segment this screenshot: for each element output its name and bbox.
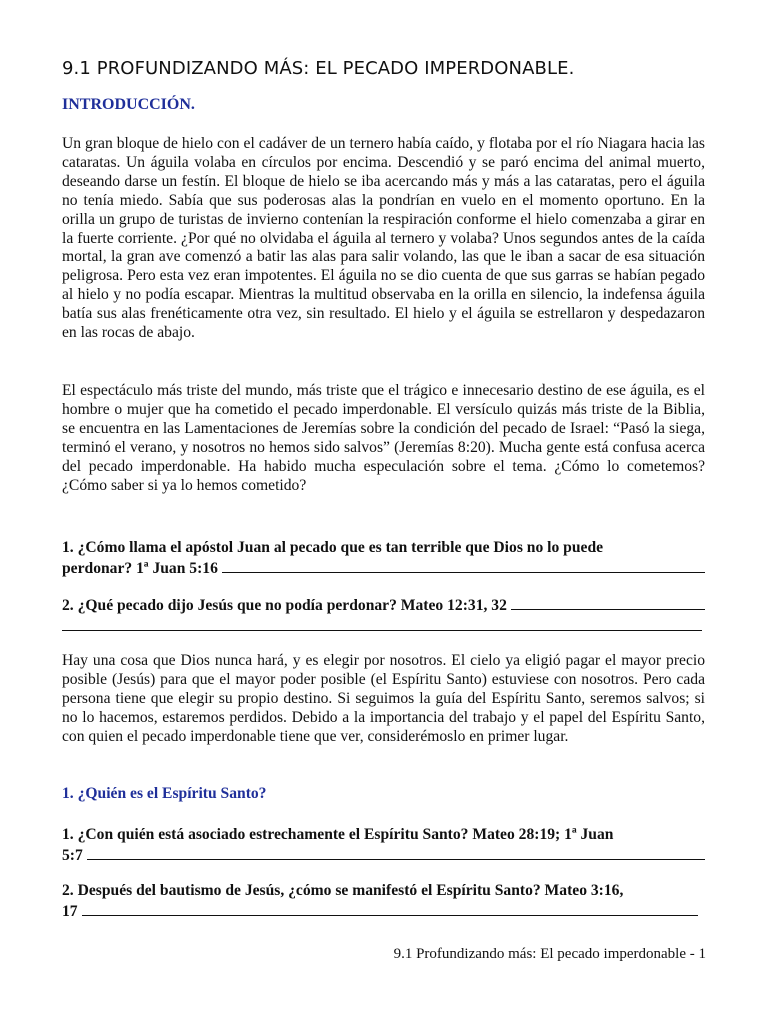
answer-line[interactable]	[62, 630, 702, 631]
paragraph-holy-spirit-choice: Hay una cosa que Dios nunca hará, y es elegir por nosotros. El cielo ya eligió pagar el mayor precio posible (Jesús) para que el mayor poder posible (el Espíritu Santo) estuviese con nosotros. Pero cada persona tiene que elegir su propio destino. Si seguimos la guía del Espíritu Santo, seremos salvos; si no lo hacemos, estaremos perdidos. Debido a la importancia del trabajo y el papel del Espíritu Santo, con quien el pecado imperdonable tiene que ver, considerémoslo en primer lugar.	[62, 652, 705, 745]
question-text: 2. Después del bautismo de Jesús, ¿cómo se manifestó el Espíritu Santo? Mateo 3:16,	[62, 882, 624, 899]
paragraph-unpardonable-sin: El espectáculo más triste del mundo, más triste que el trágico e innecesario destino de ese águila, es el hombre o mujer que ha cometido el pecado imperdonable. El versículo quizás más triste de la Biblia, se encuentra en las Lamentaciones de Jeremías sobre la condición del pecado de Israel: “Pasó la siega, terminó el verano, y nosotros no hemos sido salvos” (Jeremías 8:20). Mucha gente está confusa acerca del pecado imperdonable. Ha habido mucha especulación sobre el tema. ¿Cómo lo cometemos? ¿Cómo saber si ya lo hemos cometido?	[62, 382, 705, 494]
page-title: 9.1 PROFUNDIZANDO MÁS: EL PECADO IMPERDONABLE.	[62, 58, 575, 79]
question-text: 2. ¿Qué pecado dijo Jesús que no podía perdonar? Mateo 12:31, 32	[62, 597, 507, 614]
page-footer: 9.1 Profundizando más: El pecado imperdonable - 1	[393, 946, 706, 962]
question-block	[62, 881, 705, 922]
paragraph-eagle-story: Un gran bloque de hielo con el cadáver de un ternero había caído, y flotaba por el río Niagara hacia las cataratas. Un águila volaba en círculos por encima. Descendió y se paró encima del animal muerto, deseando darse un festín. El bloque de hielo se iba acercando más y más a las cataratas, pero el águila no tenía miedo. Sabía que sus poderosas alas la pondrían en vuelo en el momento oportuno. En la orilla un grupo de turistas de invierno contenían la respiración conforme el hielo comenzaba a girar en la fuerte corriente. ¿Por qué no olvidaba el águila al ternero y volaba? Unos segundos antes de la caída mortal, la gran ave comenzó a batir las alas para salir volando, las que le iban a sacar de esa situación peligrosa. Pero esta vez eran impotentes. El águila no se dio cuenta de que sus garras se habían pegado al hielo y no podía escapar. Mientras la multitud observaba en la orilla en silencio, la indefensa águila batía sus alas frenéticamente otra vez, sin resultado. El hielo y el águila se estrellaron y despedazaron en las rocas de abajo.	[62, 135, 705, 342]
question-block	[62, 595, 705, 616]
answer-line[interactable]	[511, 595, 705, 610]
intro-heading: INTRODUCCIÓN.	[62, 96, 195, 113]
question-block	[62, 538, 705, 579]
section-heading: 1. ¿Quién es el Espíritu Santo?	[62, 785, 267, 802]
question-text: 1. ¿Cómo llama el apóstol Juan al pecado que es tan terrible que Dios no lo puede	[62, 539, 604, 556]
answer-line[interactable]	[82, 901, 698, 916]
question-reference: 5:7	[62, 847, 83, 864]
answer-line[interactable]	[222, 558, 705, 573]
question-block	[62, 825, 705, 866]
answer-line[interactable]	[87, 845, 705, 860]
question-text: 1. ¿Con quién está asociado estrechamente el Espíritu Santo? Mateo 28:19; 1ª Juan	[62, 826, 614, 843]
question-reference: 17	[62, 903, 78, 920]
question-reference: perdonar? 1ª Juan 5:16	[62, 560, 218, 577]
